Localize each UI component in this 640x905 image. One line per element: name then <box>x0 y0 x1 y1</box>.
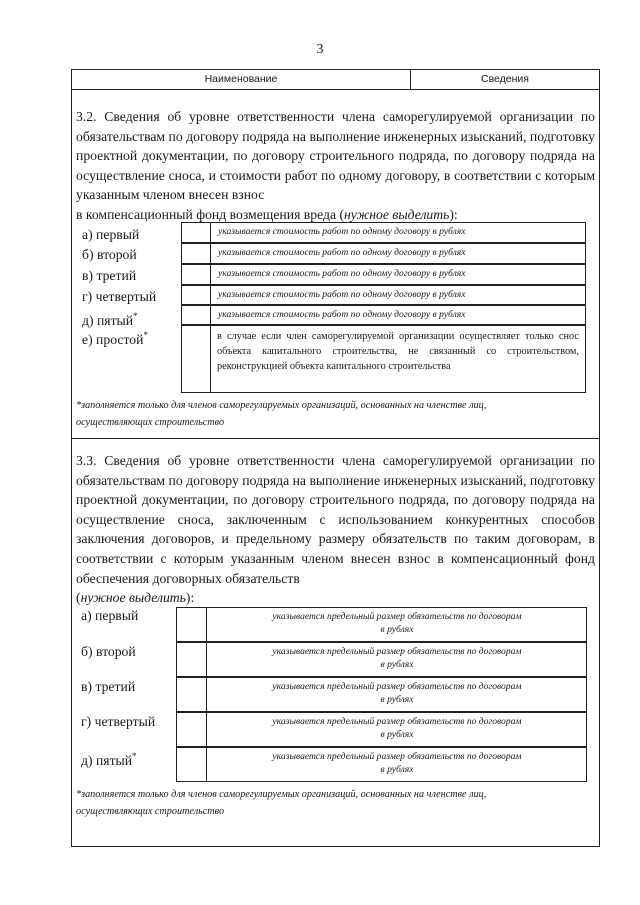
s32-level-hint: указывается стоимость работ по одному договору в рублях <box>218 309 466 320</box>
s32-level-label: д) пятый* <box>82 311 138 328</box>
s32-level-checkbox[interactable] <box>181 222 211 243</box>
s33-level-label: а) первый <box>81 608 139 623</box>
form-table <box>71 69 600 847</box>
s32-level-checkbox[interactable] <box>181 305 211 325</box>
s32-level-checkbox[interactable] <box>181 285 211 305</box>
s33-level-hint: указывается предельный размер обязательств по договорам в рублях <box>272 681 522 705</box>
s33-level-hint: указывается предельный размер обязательств по договорам в рублях <box>272 751 522 775</box>
s32-simple-hint: в случае если член саморегулируемой организации осуществляет только снос объекта капитального строительства, не связанный со строительством, реконструкцией объекта капитального строительства <box>217 331 579 373</box>
s33-level-label: д) пятый* <box>81 751 137 768</box>
s32-level-checkbox[interactable] <box>181 243 211 264</box>
s33-footnote: *заполняется только для членов саморегулируемых организаций, основанных на членстве лиц, осуществляющих строительство <box>76 789 487 817</box>
s33-level-label: б) второй <box>81 644 136 659</box>
s32-level-label: е) простой* <box>82 330 148 347</box>
s32-level-label: б) второй <box>82 247 137 262</box>
s33-level-hint: указывается предельный размер обязательств по договорам в рублях <box>272 646 522 670</box>
header-col-info: Сведения <box>481 73 529 85</box>
section-3-2-text: 3.2. Сведения об уровне ответственности члена саморегулируемой организации по обязательствам по договору подряда на выполнение инженерных изысканий, подготовку проектной документации, по договору строительного подряда, по договору подряда на осуществление сноса, и стоимости работ по одному договору, в соответствии с которым указанным членом внесен взнос в компенсационный фонд возмещения вреда (нужное выделить): <box>76 107 595 225</box>
s33-level-label: г) четвертый <box>81 714 156 729</box>
s33-level-label: в) третий <box>81 679 136 694</box>
s32-level-checkbox[interactable] <box>181 264 211 285</box>
s32-footnote: *заполняется только для членов саморегулируемых организаций, основанных на членстве лиц, осуществляющих строительство <box>76 400 487 428</box>
table-header <box>72 70 599 90</box>
section-3-3-text: 3.3. Сведения об уровне ответственности члена саморегулируемой организации по обязательствам по договору подряда на выполнение инженерных изысканий, подготовку проектной документации, по договору строительного подряда, по договору подряда на осуществление сноса, заключенным с использованием конкурентных способов заключения договоров, и предельному размеру обязательств по таким договорам, в соответствии с которым указанным членом внесен взнос в компенсационный фонд обеспечения договорных обязательств (нужное выделить): <box>76 451 595 608</box>
s33-level-checkbox[interactable] <box>176 607 207 642</box>
s33-level-checkbox[interactable] <box>176 712 207 747</box>
s33-level-checkbox[interactable] <box>176 677 207 712</box>
header-col-name: Наименование <box>72 70 411 89</box>
s32-level-label: а) первый <box>82 227 140 242</box>
section-3-2-text-last: в компенсационный фонд возмещения вреда (нужное выделить): <box>76 206 458 222</box>
s32-level-hint: указывается стоимость работ по одному договору в рублях <box>218 289 466 300</box>
s33-level-hint: указывается предельный размер обязательств по договорам в рублях <box>272 611 522 635</box>
s32-level-hint: указывается стоимость работ по одному договору в рублях <box>218 247 466 258</box>
section-3-3-text-last: (нужное выделить): <box>76 590 195 606</box>
s33-level-checkbox[interactable] <box>176 747 207 782</box>
s32-level-label: г) четвертый <box>82 289 157 304</box>
s32-level-hint: указывается стоимость работ по одному договору в рублях <box>218 268 466 279</box>
section-divider <box>72 438 599 439</box>
page-number: 3 <box>316 42 324 57</box>
s33-level-checkbox[interactable] <box>176 642 207 677</box>
s32-simple-checkbox[interactable] <box>181 325 211 393</box>
s32-level-label: в) третий <box>82 268 137 283</box>
s32-level-hint: указывается стоимость работ по одному договору в рублях <box>218 226 466 237</box>
s33-level-hint: указывается предельный размер обязательств по договорам в рублях <box>272 716 522 740</box>
